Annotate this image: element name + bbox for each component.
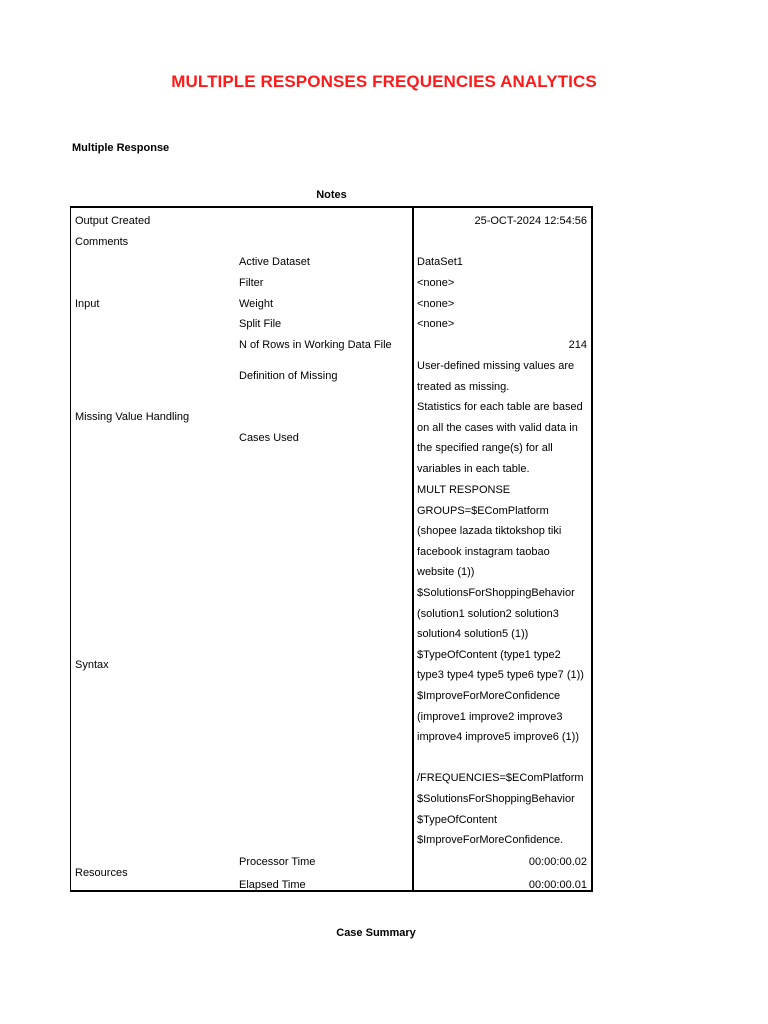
page-title: MULTIPLE RESPONSES FREQUENCIES ANALYTICS [171,72,597,91]
definition-line: User-defined missing values are [417,360,575,372]
syntax-label: Syntax [75,659,109,671]
syntax-line: (shopee lazada tiktokshop tiki [417,525,562,538]
case-summary-caption: Case Summary [336,927,416,939]
syntax-line: type3 type4 type5 type6 type7 (1)) [417,669,584,682]
definition-of-missing-label: Definition of Missing [239,370,338,382]
syntax-line: $SolutionsForShoppingBehavior [417,792,575,805]
syntax-line: $TypeOfContent [417,813,498,826]
processor-time-value: 00:00:00.02 [528,856,587,868]
syntax-line: $ImproveForMoreConfidence. [417,834,564,847]
active-dataset-label: Active Dataset [239,256,310,268]
cases-used-line: the specified range(s) for all [417,442,553,455]
filter-value: <none> [417,277,455,289]
syntax-line: (solution1 solution2 solution3 [417,607,559,620]
cases-used-value [417,397,592,479]
output-created-value: 25-OCT-2024 12:54:56 [474,215,587,227]
syntax-value [417,480,592,851]
syntax-line: solution4 solution5 (1)) [417,628,529,641]
column-divider [412,208,414,890]
syntax-line: facebook instagram taobao [417,545,550,558]
cases-used-label: Cases Used [239,432,299,444]
definition-of-missing-value [417,356,592,397]
notes-table [70,206,593,892]
elapsed-time-label: Elapsed Time [239,879,306,891]
syntax-line: $SolutionsForShoppingBehavior [417,586,575,599]
active-dataset-value: DataSet1 [417,256,463,268]
split-file-value: <none> [417,318,455,330]
syntax-line: GROUPS=$EComPlatform [417,504,549,517]
comments-label: Comments [75,236,129,248]
syntax-line: /FREQUENCIES=$EComPlatform [417,772,584,785]
syntax-line: $TypeOfContent (type1 type2 [417,648,561,661]
syntax-line: $ImproveForMoreConfidence [417,689,561,702]
resources-label: Resources [75,867,128,879]
syntax-line: (improve1 improve2 improve3 [417,710,563,723]
n-rows-value: 214 [568,339,587,351]
weight-value: <none> [417,298,455,310]
n-rows-label: N of Rows in Working Data File [239,339,392,351]
output-created-label: Output Created [75,215,151,227]
missing-value-handling-label: Missing Value Handling [75,411,190,423]
filter-label: Filter [239,277,264,289]
cases-used-line: Statistics for each table are based [417,401,583,413]
split-file-label: Split File [239,318,282,330]
cases-used-line: on all the cases with valid data in [417,421,578,434]
notes-table-caption: Notes [316,189,347,201]
syntax-line: website (1)) [417,566,475,579]
syntax-line: improve4 improve5 improve6 (1)) [417,731,579,744]
processor-time-label: Processor Time [239,856,316,868]
definition-line: treated as missing. [417,380,510,393]
weight-label: Weight [239,298,274,310]
cases-used-line: variables in each table. [417,462,530,475]
input-label: Input [75,298,100,310]
syntax-line [417,748,592,769]
syntax-line: MULT RESPONSE [417,484,511,496]
elapsed-time-value: 00:00:00.01 [528,879,587,891]
section-heading: Multiple Response [72,142,170,154]
